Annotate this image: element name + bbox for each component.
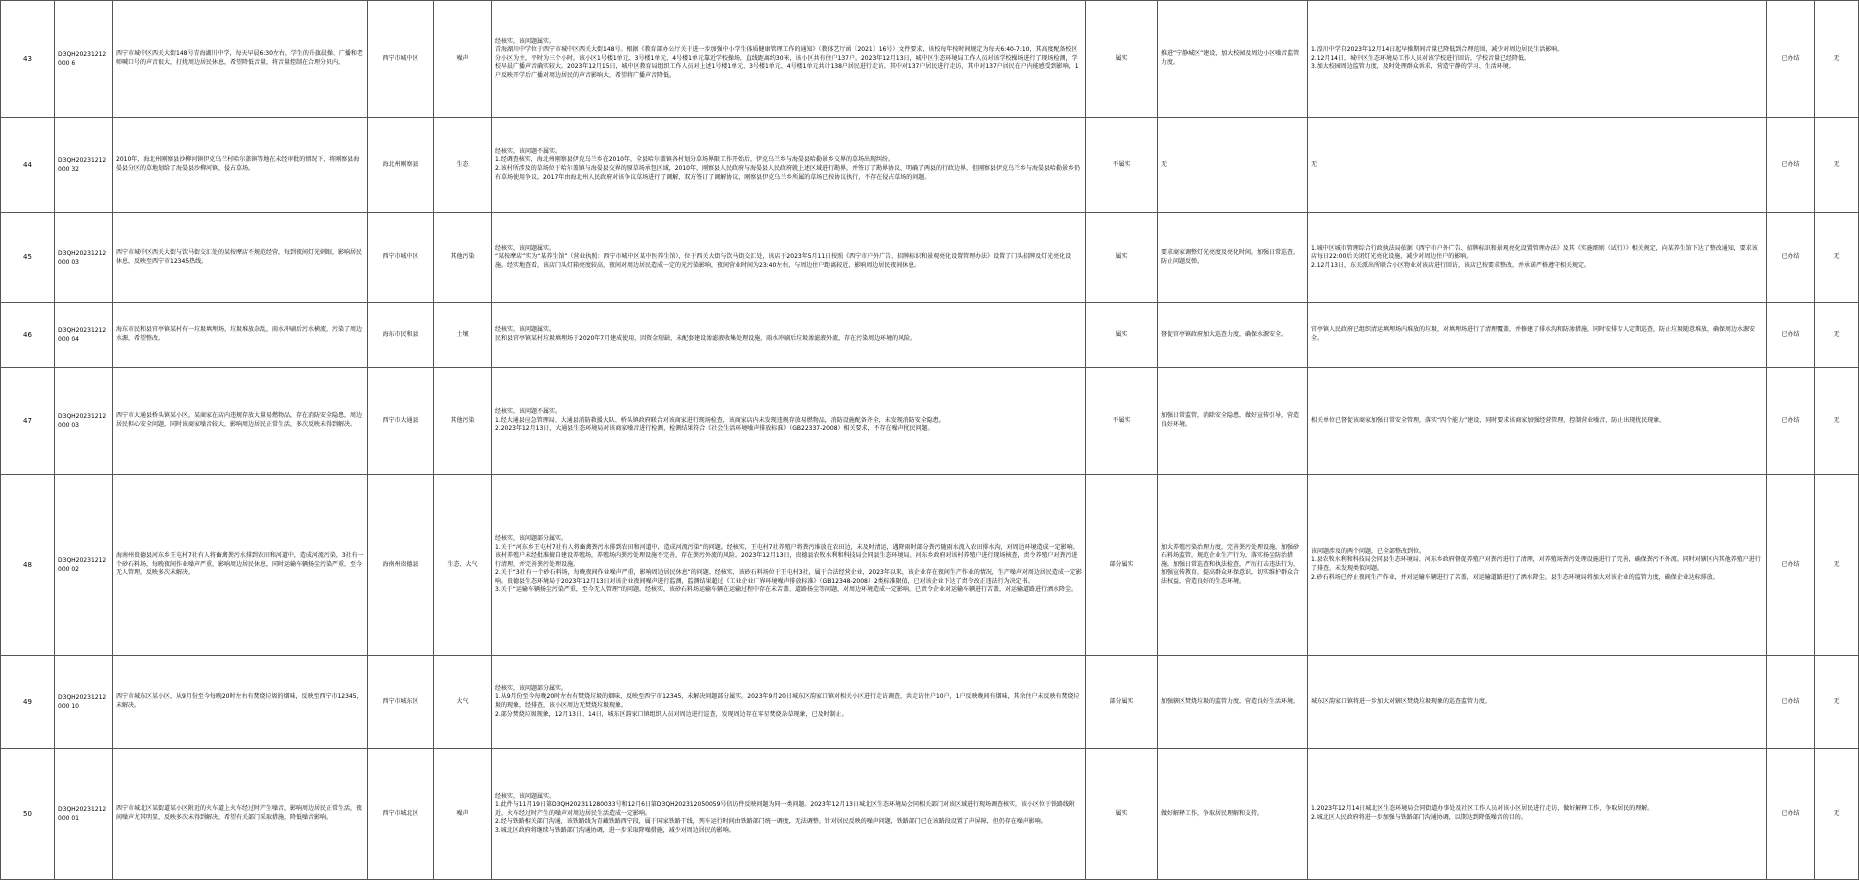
table-row xyxy=(1,475,1859,656)
complaint-text[interactable] xyxy=(113,656,368,749)
status-cell[interactable] xyxy=(1767,368,1815,475)
remark-cell-text: 无 xyxy=(1833,560,1840,568)
region-cell-text: 海北州刚察县 xyxy=(382,160,419,168)
investigation-result[interactable] xyxy=(492,368,1086,475)
complaint-text-text: 海东市民和县官亭镇某村有一垃圾填埋场，垃圾堆放杂乱，雨水冲刷后污水横流，污染了周边水源，希望整改。 xyxy=(116,326,363,342)
category-cell[interactable] xyxy=(434,303,492,368)
rectification-cell-text: 1.湟川中学自2023年12月14日起早操期间音量已降低到合理范围，减少对周边居民生活影响。 2.12月14日，城中区生态环境局工作人员对该学校进行回访，学校音量已经降低。 3.加大校园周边监管力度，及时处理群众诉求，营造宁静的学习、生活环境。 xyxy=(1311,46,1564,71)
category-cell[interactable] xyxy=(434,368,492,475)
remark-cell-text: 无 xyxy=(1833,330,1840,338)
category-cell[interactable] xyxy=(434,1,492,118)
region-cell[interactable] xyxy=(368,368,434,475)
category-cell[interactable] xyxy=(434,656,492,749)
case-code[interactable] xyxy=(55,475,113,656)
case-code[interactable] xyxy=(55,1,113,118)
measures-cell[interactable] xyxy=(1158,368,1308,475)
verdict-cell-text: 属实 xyxy=(1115,253,1128,261)
row-number[interactable] xyxy=(1,749,55,880)
measures-cell-text: 推进“宁静城区”建设，加大校园及周边小区噪音监管力度。 xyxy=(1161,50,1300,66)
investigation-result-text: 经核实，该问题部分属实。 1.从9月份至今每晚20时左右有焚烧垃圾的烟味，反映至西宁市12345，未解决问题部分属实。2023年9月20日城东区韵家口镇对相关小区进行走访调查，共走访住户10户，1户反映晚间有烟味，其余住户未反映有焚烧垃圾的现象，经排查，该小区周边无焚烧垃圾现象。 2.部分焚烧垃圾现象，12月13日、14日，城东区韵家口镇组织人员对周边进行巡查，发现周边存在零星焚烧杂草现象，已及时制止。 xyxy=(495,684,1080,718)
remark-cell-text: 无 xyxy=(1833,54,1840,62)
row-number[interactable] xyxy=(1,1,55,118)
investigation-result[interactable] xyxy=(492,749,1086,880)
region-cell-text: 西宁市大通县 xyxy=(382,416,419,424)
measures-cell-text: 加强日常监管，消除安全隐患，做好宣传引导，营造良好环境。 xyxy=(1161,412,1300,428)
region-cell-text: 西宁市城中区 xyxy=(382,253,419,261)
status-cell-text: 已办结 xyxy=(1781,560,1800,568)
category-cell[interactable] xyxy=(434,475,492,656)
category-cell-text: 其他污染 xyxy=(450,416,475,424)
region-cell[interactable] xyxy=(368,1,434,118)
verdict-cell-text: 部分属实 xyxy=(1109,560,1134,568)
row-number[interactable] xyxy=(1,475,55,656)
case-code[interactable] xyxy=(55,118,113,213)
measures-cell[interactable] xyxy=(1158,475,1308,656)
investigation-result[interactable] xyxy=(492,213,1086,303)
remark-cell[interactable] xyxy=(1815,118,1859,213)
rectification-cell[interactable] xyxy=(1308,475,1767,656)
verdict-cell-text: 不属实 xyxy=(1112,160,1131,168)
case-code-text: D3QH20231212000 02 xyxy=(58,557,107,573)
investigation-result-text: 经核实，该问题属实。 民和县官亭镇某村垃圾填埋场于2020年7月建成使用，因资金短缺，未配套建设渗滤液收集处理设施，雨水冲刷后垃圾渗滤液外流，存在污染周边环境的风险。 xyxy=(495,326,917,342)
category-cell-text: 噪声 xyxy=(456,809,469,817)
rectification-cell-text: 1.城中区城市管理综合行政执法局依据《西宁市户外广告、招牌标识和景观亮化设置管理办法》及其《实施细则（试行）》相关规定，向某养生馆下达了整改通知，要求该店每日22:00后关闭灯光亮化设施，减少对周边住户的影响。 2.12月13日，东关派出所联合小区物业对该店进行回访，该店已按要求整改，并承诺严格遵守相关规定。 xyxy=(1311,244,1758,269)
investigation-result-text: 经核实，该问题部分属实。 1.关于“河东乡王屯村7社有人将畜禽粪污水排到农田和河道中，造成河流污染”的问题。经核实，王屯村7社养殖户将粪污堆放在农田边，未及时清运，遇降雨时部分粪污随雨水流入农田排水沟，对周边环境造成一定影响。该村养殖户未经批准擅自建设养殖场，养殖场内粪污处理设施不完善，存在粪污外流的风险。2023年12月13日，贵德县农牧水利和科技局会同县生态环境局、河东乡政府对该村养殖户进行现场核查，责令养殖户对粪污进行清理，并完善粪污处理设施。 2.关于“3社有一个砂石料场，每晚夜间作业噪声严重，影响周边居民休息”的问题。经核实，该砂石料场位于王屯村3社，属于合法经营企业，2023年以来，该企业存在夜间生产作业的情况，生产噪声对周边居民造成一定影响。贵德县生态环境局于2023年12月13日对该企业夜间噪声进行监测，监测结果超过《工业企业厂界环境噪声排放标准》（GB12348-2008）2类标准限值，已对该企业下达了责令改正违法行为决定书。 3.关于“运输车辆扬尘污染严重，至今无人管理”的问题。经核实，该砂石料场运输车辆在运输过程中存在未苫盖、道路扬尘等问题，对周边环境造成一定影响，已责令企业对运输车辆进行苫盖，对运输道路进行洒水降尘。 xyxy=(495,534,1082,594)
measures-cell[interactable] xyxy=(1158,656,1308,749)
complaint-text-text: 西宁市城东区某小区，从9月份至今每晚20时左右有焚烧垃圾的烟味，反映至西宁市12345，未解决。 xyxy=(116,693,363,709)
rectification-cell[interactable] xyxy=(1308,303,1767,368)
verdict-cell-text: 不属实 xyxy=(1112,416,1131,424)
rectification-cell[interactable] xyxy=(1308,213,1767,303)
complaint-text[interactable] xyxy=(113,213,368,303)
investigation-result[interactable] xyxy=(492,118,1086,213)
status-cell-text: 已办结 xyxy=(1781,253,1800,261)
investigation-result-text: 经核实，该问题属实。 1.此件与11月19日第D3QH202311280033号和12月6日第D3QH202312050059号信访件反映问题为同一类问题。2023年12月13日城北区生态环境局会同相关部门对该区域进行现场调查核实，该小区位于铁路线附近，火车经过时产生的噪声对周边居民生活造成一定影响。 2.经与铁路相关部门沟通，该铁路线为青藏铁路西宁段，属于国家铁路干线，列车运行时间由铁路部门统一调度，无法调整。针对居民反映的噪声问题，铁路部门已在该路段设置了声屏障，但仍存在噪声影响。 3.城北区政府将继续与铁路部门沟通协调，进一步采取降噪措施，减少对周边居民的影响。 xyxy=(495,792,1075,834)
case-code[interactable] xyxy=(55,368,113,475)
complaint-text-text: 西宁市城北区某街道某小区附近的火车道上火车经过时产生噪音，影响周边居民正常生活，夜间噪声尤其明显，反映多次未得到解决，希望有关部门采取措施，降低噪音影响。 xyxy=(116,805,363,821)
verdict-cell[interactable] xyxy=(1086,475,1158,656)
case-code[interactable] xyxy=(55,749,113,880)
category-cell[interactable] xyxy=(434,118,492,213)
region-cell[interactable] xyxy=(368,303,434,368)
row-number-text: 45 xyxy=(23,253,32,262)
investigation-result-text: 经核实，该问题属实。 青海湖川中学位于西宁市城中区西关大街148号。根据《教育部办公厅关于进一步加强中小学生体质健康管理工作的通知》（教体艺厅函〔2021〕16号）文件要求，该校每年按时间规定为每天6:40-7:10，其高度配备校区分小区为主，平时为三个小时。该小区1号楼1单元、3号楼1单元、4号楼1单元靠近学校操场，直线距离约30米，该小区共有住户137户。2023年12月13日，城中区生态环境局工作人员对该学校操场进行了现场检测，学校早晨广播声音确实较大。2023年12月15日，城中区教育局组织工作人员对上述1号楼1单元、3号楼1单元、4号楼1单元共计138户居民进行走访，其中对137户居民进行走访，其中对137户居民在户内能感受到影响，1户反映开学后广播对周边居民的声音影响大，希望将广播声音降低。 xyxy=(495,37,1079,79)
status-cell-text: 已办结 xyxy=(1781,160,1800,168)
category-cell-text: 生态 xyxy=(456,160,469,168)
remark-cell[interactable] xyxy=(1815,303,1859,368)
case-code-text: D3QH20231212000 32 xyxy=(58,157,107,173)
row-number-text: 49 xyxy=(23,697,32,706)
category-cell[interactable] xyxy=(434,749,492,880)
measures-cell[interactable] xyxy=(1158,1,1308,118)
remark-cell-text: 无 xyxy=(1833,253,1840,261)
rectification-cell[interactable] xyxy=(1308,656,1767,749)
complaint-text[interactable] xyxy=(113,1,368,118)
remark-cell[interactable] xyxy=(1815,749,1859,880)
complaint-text[interactable] xyxy=(113,368,368,475)
measures-cell[interactable] xyxy=(1158,118,1308,213)
remark-cell-text: 无 xyxy=(1833,809,1840,817)
status-cell-text: 已办结 xyxy=(1781,697,1800,705)
rectification-cell-text: 1.2023年12月14日城北区生态环境局会同街道办事处及社区工作人员对该小区居民进行走访，做好解释工作，争取居民的理解。 2.城北区人民政府将进一步加强与铁路部门沟通协调，以期达到降低噪音的目的。 xyxy=(1311,805,1654,821)
remark-cell-text: 无 xyxy=(1833,697,1840,705)
row-number-text: 43 xyxy=(23,54,32,63)
investigation-result-text: 经核实，该问题属实。 “某按摩店”实为“某养生馆”（营业执照：西宁市城中区某中医养生馆），位于西关大街与饮马街交汇处，该店于2023年5月11日按照《西宁市户外广告、招牌标识和景观亮化设置管理办法》设置了门头招牌及灯光亮化设施。经实地查看，该店门头灯箱亮度较高，夜间对周边居民造成一定的光污染影响，夜间营业时间为23:40左右，与周边住户距离较近，影响周边居民夜间休息。 xyxy=(495,244,1072,269)
row-number-text: 47 xyxy=(23,416,32,425)
rectification-cell-text: 无 xyxy=(1311,160,1318,168)
status-cell[interactable] xyxy=(1767,118,1815,213)
remark-cell[interactable] xyxy=(1815,213,1859,303)
table-row xyxy=(1,368,1859,475)
table-row xyxy=(1,118,1859,213)
rectification-cell[interactable] xyxy=(1308,749,1767,880)
measures-cell[interactable] xyxy=(1158,749,1308,880)
rectification-cell-text: 该问题涉及的两个问题，已全部整改到位。 1.县农牧水利和科技局会同县生态环境局、河东乡政府督促养殖户对粪污进行了清理，对养殖场粪污处理设施进行了完善，确保粪污不外流。同时对辖区内其他养殖户进行了排查，未发现类似问题。 2.砂石料场已停止夜间生产作业，并对运输车辆进行了苫盖，对运输道路进行了洒水降尘。县生态环境局将加大对该企业的监管力度，确保企业达标排放。 xyxy=(1311,547,1761,581)
rectification-cell[interactable] xyxy=(1308,118,1767,213)
verdict-cell[interactable] xyxy=(1086,368,1158,475)
row-number-text: 50 xyxy=(23,809,32,818)
measures-cell[interactable] xyxy=(1158,213,1308,303)
verdict-cell-text: 属实 xyxy=(1115,330,1128,338)
investigation-result[interactable] xyxy=(492,656,1086,749)
case-code-text: D3QH20231212000 03 xyxy=(58,413,107,429)
remark-cell-text: 无 xyxy=(1833,416,1840,424)
status-cell-text: 已办结 xyxy=(1781,330,1800,338)
case-code-text: D3QH20231212000 01 xyxy=(58,806,107,822)
investigation-result-text: 经核实，该问题不属实。 1.经调查核实，海北州刚察县伊克乌兰乡在2010年，全县哈尔盖镇各村划分草场界限工作开始后，伊克乌兰乡与海晏县哈勒景乡交界的草场出现纠纷。 2.该村所涉及的草场位于哈尔盖镇与海晏县交界的原草场承包区域，2010年，刚察县人民政府与海晏县人民政府就上述区域进行勘界，并签订了勘界协议，明确了两县的行政边界，但刚察县伊克乌兰乡与海晏县哈勒景乡仍有草场使用争议。2017年由海北州人民政府对该争议草场进行了调解，双方签订了调解协议，刚察县伊克乌兰乡所属的草场已按协议执行，不存在侵占草场的问题。 xyxy=(495,147,1080,181)
rectification-cell[interactable] xyxy=(1308,1,1767,118)
remark-cell[interactable] xyxy=(1815,656,1859,749)
remark-cell-text: 无 xyxy=(1833,160,1840,168)
region-cell[interactable] xyxy=(368,749,434,880)
measures-cell-text: 加强辖区焚烧垃圾的监管力度，营造良好生活环境。 xyxy=(1161,697,1300,705)
verdict-cell-text: 部分属实 xyxy=(1109,697,1134,705)
status-cell[interactable] xyxy=(1767,475,1815,656)
status-cell-text: 已办结 xyxy=(1781,416,1800,424)
verdict-cell[interactable] xyxy=(1086,118,1158,213)
investigation-result[interactable] xyxy=(492,303,1086,368)
verdict-cell[interactable] xyxy=(1086,1,1158,118)
table-row xyxy=(1,213,1859,303)
region-cell-text: 西宁市城东区 xyxy=(382,697,419,705)
measures-cell-text: 做好解释工作，争取居民理解和支持。 xyxy=(1161,809,1264,817)
table-row xyxy=(1,1,1859,118)
region-cell-text: 海南州贵德县 xyxy=(382,560,419,568)
verdict-cell[interactable] xyxy=(1086,749,1158,880)
complaint-text-text: 2010年，海北州刚察县沙柳河镇伊克乌兰村哈尔盖镇等地在未经审批的情况下，将刚察县海晏县分区的草地划给了海晏县沙柳河镇，侵占草场。 xyxy=(116,156,360,172)
case-code[interactable] xyxy=(55,303,113,368)
remark-cell[interactable] xyxy=(1815,1,1859,118)
complaint-text[interactable] xyxy=(113,475,368,656)
verdict-cell[interactable] xyxy=(1086,656,1158,749)
investigation-result[interactable] xyxy=(492,475,1086,656)
rectification-cell-text: 官亭镇人民政府已组织清运填埋场内堆放的垃圾，对填埋场进行了清理覆盖，并修建了排水沟和防渗措施，同时安排专人定期巡查，防止垃圾随意堆放，确保周边水源安全。 xyxy=(1311,326,1756,342)
rectification-cell[interactable] xyxy=(1308,368,1767,475)
verdict-cell[interactable] xyxy=(1086,303,1158,368)
status-cell-text: 已办结 xyxy=(1781,54,1800,62)
verdict-cell-text: 属实 xyxy=(1115,54,1128,62)
measures-cell-text: 加大养殖污染治理力度，完善粪污处理设施，加强砂石料场监管，规范企业生产行为，落实扬尘防治措施，加强日常巡查和执法检查，严厉打击违法行为，加强宣传教育，提高群众环保意识，切实维护群众合法权益，营造良好的生态环境。 xyxy=(1161,543,1300,585)
region-cell-text: 西宁市城北区 xyxy=(382,809,419,817)
region-cell[interactable] xyxy=(368,475,434,656)
rectification-cell-text: 城东区韵家口镇将进一步加大对辖区焚烧垃圾现象的巡查监管力度。 xyxy=(1311,697,1492,705)
row-number[interactable] xyxy=(1,303,55,368)
complaint-text-text: 海南州贵德县河东乡王屯村7社有人将畜禽粪污水排到农田和河道中，造成河流污染，3社有一个砂石料场，每晚夜间作业噪声严重，影响周边居民休息，同时运输车辆扬尘污染严重，至今无人管理，反映多次未解决。 xyxy=(116,552,364,577)
category-cell-text: 噪声 xyxy=(456,54,469,62)
complaint-text[interactable] xyxy=(113,303,368,368)
row-number[interactable] xyxy=(1,118,55,213)
region-cell[interactable] xyxy=(368,118,434,213)
measures-cell-text: 无 xyxy=(1161,160,1168,168)
category-cell[interactable] xyxy=(434,213,492,303)
region-cell-text: 西宁市城中区 xyxy=(382,54,419,62)
complaint-text[interactable] xyxy=(113,118,368,213)
region-cell[interactable] xyxy=(368,213,434,303)
complaint-text[interactable] xyxy=(113,749,368,880)
row-number-text: 48 xyxy=(23,560,32,569)
row-number[interactable] xyxy=(1,656,55,749)
remark-cell[interactable] xyxy=(1815,475,1859,656)
region-cell-text: 海东市民和县 xyxy=(382,330,419,338)
category-cell-text: 大气 xyxy=(456,697,469,705)
complaint-text-text: 西宁市大通县桥头镇某小区，某商家在店内违规存放大量易燃物品，存在消防安全隐患，周边居民担心安全问题，同时该商家噪音较大，影响周边居民正常生活，多次反映未得到解决。 xyxy=(116,412,363,428)
verdict-cell[interactable] xyxy=(1086,213,1158,303)
rectification-cell-text: 相关单位已督促该商家加强日常安全管理，落实“四个能力”建设，同时要求该商家加强经营管理，控制营业噪音，防止出现扰民现象。 xyxy=(1311,416,1666,424)
row-number[interactable] xyxy=(1,368,55,475)
measures-cell-text: 要求商家调整灯光亮度及亮化时间，加强日常巡查，防止问题反弹。 xyxy=(1161,248,1300,265)
table-row xyxy=(1,656,1859,749)
case-code[interactable] xyxy=(55,656,113,749)
case-code-text: D3QH20231212000 6 xyxy=(58,51,107,67)
verdict-cell-text: 属实 xyxy=(1115,809,1128,817)
investigation-result[interactable] xyxy=(492,1,1086,118)
table-row xyxy=(1,303,1859,368)
measures-cell[interactable] xyxy=(1158,303,1308,368)
case-code-text: D3QH20231212000 03 xyxy=(58,249,107,266)
row-number[interactable] xyxy=(1,213,55,303)
category-cell-text: 土壤 xyxy=(456,330,469,338)
complaint-text-text: 西宁市城中区西关大街与饮马街交汇处的某按摩店不规范经营，每到夜间灯光刺眼，影响居民休息，反映至西宁市12345热线。 xyxy=(116,248,363,265)
row-number-text: 44 xyxy=(23,160,32,169)
category-cell-text: 生态、大气 xyxy=(447,560,478,568)
status-cell[interactable] xyxy=(1767,749,1815,880)
measures-cell-text: 督促官亭镇政府加大巡查力度，确保水源安全。 xyxy=(1161,330,1288,338)
investigation-result-text: 经核实，该问题不属实。 1.经大通县应急管理局、大通县消防救援大队、桥头镇政府联合对该商家进行现场检查，该商家店内未发现违规存放易燃物品，消防设施配备齐全，未发现消防安全隐患。 2.2023年12月13日，大通县生态环境局对该商家噪音进行检测，检测结果符合《社会生活环境噪声排放标准》（GB22337-2008）相关要求，不存在噪声扰民问题。 xyxy=(495,408,945,433)
case-code-text: D3QH20231212000 04 xyxy=(58,327,107,343)
table-row xyxy=(1,749,1859,880)
row-number-text: 46 xyxy=(23,330,32,339)
complaint-text-text: 西宁市城中区西关大街148号青海湖川中学，每天早晨6:30左右，学生的升旗晨操、广播和老师喊口号的声音很大，打扰周边居民休息，希望降低音量，将音量控制在合理分贝内。 xyxy=(116,50,363,66)
status-cell-text: 已办结 xyxy=(1781,809,1800,817)
status-cell[interactable] xyxy=(1767,656,1815,749)
status-cell[interactable] xyxy=(1767,213,1815,303)
case-code-text: D3QH20231212000 10 xyxy=(58,694,107,710)
region-cell[interactable] xyxy=(368,656,434,749)
status-cell[interactable] xyxy=(1767,1,1815,118)
category-cell-text: 其他污染 xyxy=(450,253,475,261)
status-cell[interactable] xyxy=(1767,303,1815,368)
case-code[interactable] xyxy=(55,213,113,303)
remark-cell[interactable] xyxy=(1815,368,1859,475)
